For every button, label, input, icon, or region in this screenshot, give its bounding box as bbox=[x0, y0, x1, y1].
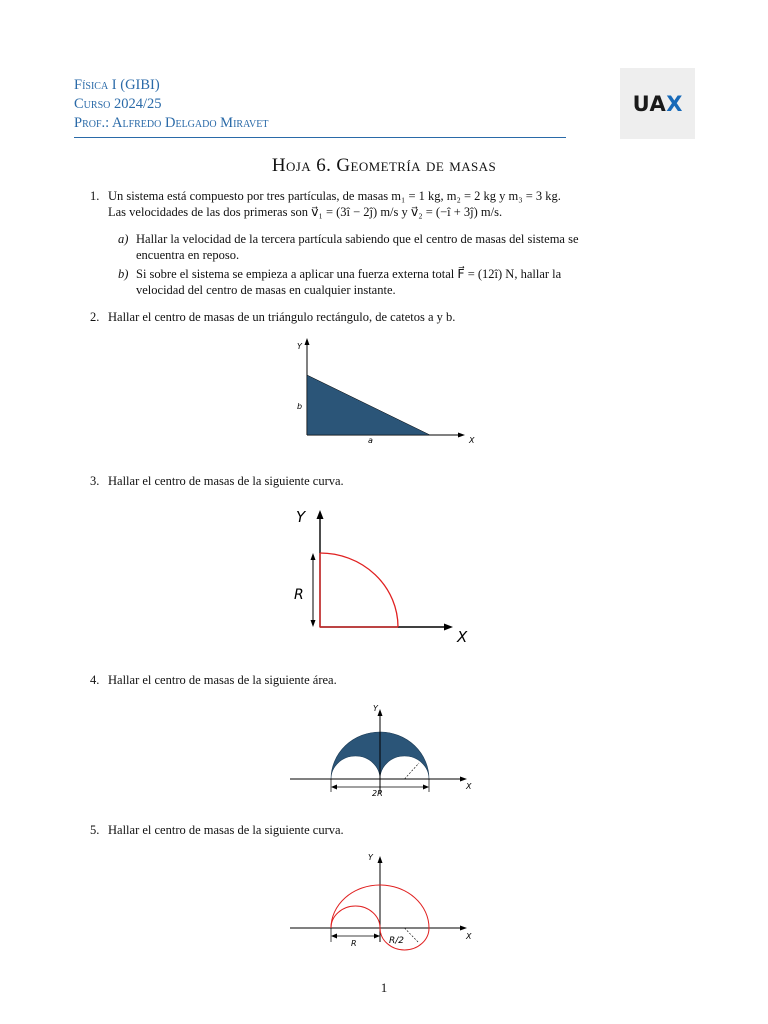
problem-3-text: Hallar el centro de masas de la siguiente curva. bbox=[108, 474, 344, 488]
y-label: Y bbox=[368, 853, 373, 862]
problem-number: 3. bbox=[90, 474, 100, 488]
page-number: 1 bbox=[380, 980, 388, 995]
course-year: Curso 2024/25 bbox=[74, 96, 162, 112]
r-arrow-left bbox=[331, 934, 337, 939]
x-axis-arrow bbox=[444, 624, 453, 631]
r2-radius-line bbox=[405, 928, 420, 943]
span-arrow-left bbox=[331, 785, 337, 790]
header-rule bbox=[74, 137, 566, 138]
y-axis-arrow bbox=[378, 709, 383, 716]
uax-logo bbox=[620, 68, 695, 139]
b-label: b bbox=[297, 402, 303, 411]
header bbox=[74, 76, 566, 133]
quarter-arc bbox=[320, 553, 398, 627]
problem-number: 4. bbox=[90, 673, 100, 687]
span-arrow-right bbox=[423, 785, 429, 790]
r-arrow-bottom bbox=[311, 620, 316, 627]
span-label: 2R bbox=[372, 789, 383, 798]
problem-5-text: Hallar el centro de masas de la siguiente curva. bbox=[108, 823, 344, 837]
semicircle-area-figure bbox=[285, 698, 485, 803]
problem-1-line2: Las velocidades de las dos primeras son v⃗₁ = (3î − 2ĵ) m/s y v⃗₂ = (−î + 3ĵ) m/s. bbox=[108, 205, 503, 219]
quarter-arc-figure bbox=[285, 500, 485, 650]
problem-1b-line1: Si sobre el sistema se empieza a aplicar una fuerza externa total F⃗ = (12î) N, hallar la bbox=[136, 267, 562, 281]
problem-1-line1: Un sistema está compuesto por tres partículas, de masas m₁ = 1 kg, m₂ = 2 kg y m₃ = 3 kg. bbox=[108, 189, 561, 203]
y-axis-arrow bbox=[378, 856, 383, 863]
x-label: X bbox=[466, 932, 472, 941]
problem-1a-line1: Hallar la velocidad de la tercera partícula sabiendo que el centro de masas del sistema se bbox=[136, 232, 579, 246]
r2-label: R/2 bbox=[390, 765, 406, 775]
course-name: Física I (GIBI) bbox=[74, 77, 160, 93]
x-axis-arrow bbox=[460, 777, 467, 782]
y-axis-arrow bbox=[305, 338, 310, 345]
professor: Prof.: Alfredo Delgado Miravet bbox=[74, 115, 269, 131]
x-label: X bbox=[457, 628, 468, 646]
y-label: Y bbox=[373, 704, 378, 713]
lower-semicircle-arc bbox=[380, 928, 429, 950]
problem-number: 1. bbox=[90, 189, 100, 203]
r-arrow-right bbox=[374, 934, 380, 939]
y-label: Y bbox=[297, 342, 302, 351]
composite-curve-figure bbox=[285, 848, 485, 958]
r2-radius-line bbox=[405, 763, 420, 779]
radius-segments bbox=[320, 553, 398, 627]
r-label: R bbox=[351, 939, 357, 948]
problem-2-text: Hallar el centro de masas de un triángulo rectángulo, de catetos a y b. bbox=[108, 310, 456, 324]
problem-1b-line2: velocidad del centro de masas en cualquier instante. bbox=[136, 283, 396, 297]
problem-4-text: Hallar el centro de masas de la siguiente área. bbox=[108, 673, 337, 687]
small-semicircle-arc bbox=[331, 906, 380, 928]
logo-text-x: X bbox=[666, 91, 683, 116]
r-label: R bbox=[294, 587, 304, 603]
y-label: Y bbox=[296, 508, 306, 526]
subitem-label: a) bbox=[118, 232, 129, 246]
triangle-figure bbox=[285, 335, 485, 450]
problem-number: 2. bbox=[90, 310, 100, 324]
logo-text-ua: UA bbox=[632, 91, 667, 116]
triangle-area bbox=[307, 375, 430, 435]
x-label: X bbox=[466, 782, 472, 791]
x-axis-arrow bbox=[458, 433, 465, 438]
page-title: Hoja 6. Geometría de masas bbox=[271, 155, 497, 176]
r2-label: R/2 bbox=[389, 936, 405, 946]
subitem-label: b) bbox=[118, 267, 129, 281]
problem-1a-line2: encuentra en reposo. bbox=[136, 248, 240, 262]
y-axis-arrow bbox=[317, 510, 324, 519]
x-axis-arrow bbox=[460, 926, 467, 931]
r-arrow-top bbox=[311, 553, 316, 560]
a-label: a bbox=[368, 436, 373, 445]
x-label: X bbox=[469, 436, 475, 445]
problem-number: 5. bbox=[90, 823, 100, 837]
